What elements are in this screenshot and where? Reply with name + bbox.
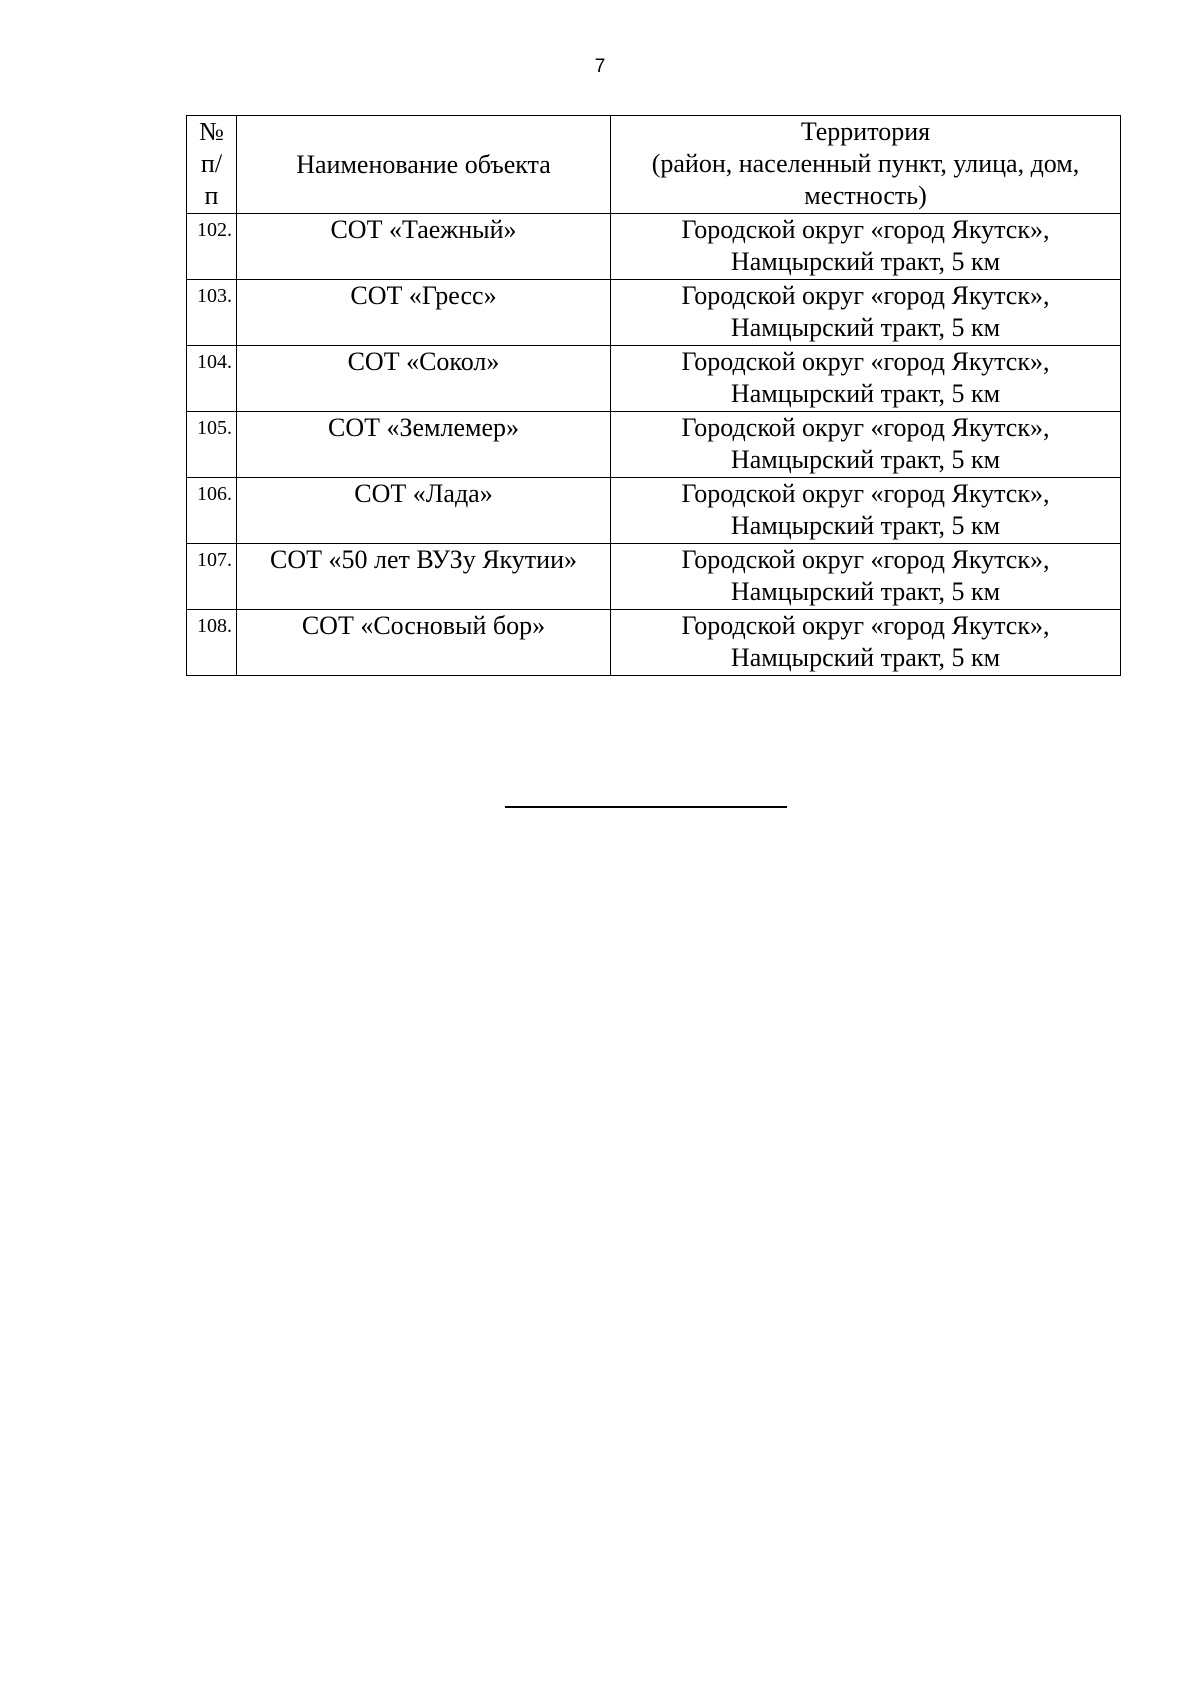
row-number: 105. bbox=[187, 412, 237, 478]
row-object-name: СОТ «Сосновый бор» bbox=[237, 610, 611, 676]
row-object-name: СОТ «Землемер» bbox=[237, 412, 611, 478]
row-territory-line: Намцырский тракт, 5 км bbox=[730, 313, 1001, 342]
row-territory-line: Намцырский тракт, 5 км bbox=[730, 577, 1001, 606]
objects-table bbox=[186, 115, 1121, 676]
row-object-name: СОТ «Таежный» bbox=[237, 214, 611, 280]
row-number: 103. bbox=[187, 280, 237, 346]
row-territory bbox=[611, 478, 1121, 544]
row-territory bbox=[611, 610, 1121, 676]
row-territory-line: Городской округ «город Якутск», bbox=[681, 347, 1050, 376]
table-row bbox=[187, 412, 1121, 478]
row-territory-line: Городской округ «город Якутск», bbox=[681, 611, 1050, 640]
table-row bbox=[187, 280, 1121, 346]
table-row bbox=[187, 478, 1121, 544]
row-territory-line: Городской округ «город Якутск», bbox=[681, 545, 1050, 574]
row-number: 107. bbox=[187, 544, 237, 610]
header-territory-line: (район, населенный пункт, улица, дом, bbox=[651, 149, 1080, 178]
table-row bbox=[187, 544, 1121, 610]
page-number: 7 bbox=[594, 56, 606, 77]
table-header-row bbox=[187, 116, 1121, 214]
header-territory bbox=[611, 116, 1121, 214]
row-object-name: СОТ «Лада» bbox=[237, 478, 611, 544]
row-territory-line: Намцырский тракт, 5 км bbox=[730, 643, 1001, 672]
table-row bbox=[187, 346, 1121, 412]
row-territory bbox=[611, 214, 1121, 280]
row-number: 104. bbox=[187, 346, 237, 412]
header-number-line: п/ bbox=[200, 149, 223, 178]
row-number: 102. bbox=[187, 214, 237, 280]
row-number: 106. bbox=[187, 478, 237, 544]
row-object-name: СОТ «Сокол» bbox=[237, 346, 611, 412]
table-row bbox=[187, 214, 1121, 280]
row-territory-line: Городской округ «город Якутск», bbox=[681, 215, 1050, 244]
header-number bbox=[187, 116, 237, 214]
header-territory-line: Территория bbox=[800, 117, 931, 146]
end-divider bbox=[505, 806, 787, 808]
header-object-name: Наименование объекта bbox=[237, 116, 611, 214]
row-object-name: СОТ «50 лет ВУЗу Якутии» bbox=[237, 544, 611, 610]
row-territory-line: Городской округ «город Якутск», bbox=[681, 281, 1050, 310]
row-territory-line: Городской округ «город Якутск», bbox=[681, 479, 1050, 508]
row-number: 108. bbox=[187, 610, 237, 676]
row-territory bbox=[611, 412, 1121, 478]
row-territory-line: Намцырский тракт, 5 км bbox=[730, 445, 1001, 474]
row-territory bbox=[611, 346, 1121, 412]
row-object-name: СОТ «Гресс» bbox=[237, 280, 611, 346]
row-territory-line: Намцырский тракт, 5 км bbox=[730, 247, 1001, 276]
row-territory-line: Городской округ «город Якутск», bbox=[681, 413, 1050, 442]
row-territory bbox=[611, 544, 1121, 610]
row-territory-line: Намцырский тракт, 5 км bbox=[730, 379, 1001, 408]
row-territory-line: Намцырский тракт, 5 км bbox=[730, 511, 1001, 540]
header-territory-line: местность) bbox=[804, 181, 927, 210]
table-row bbox=[187, 610, 1121, 676]
header-number-line: п bbox=[204, 181, 219, 210]
header-number-line: № bbox=[199, 117, 224, 146]
row-territory bbox=[611, 280, 1121, 346]
